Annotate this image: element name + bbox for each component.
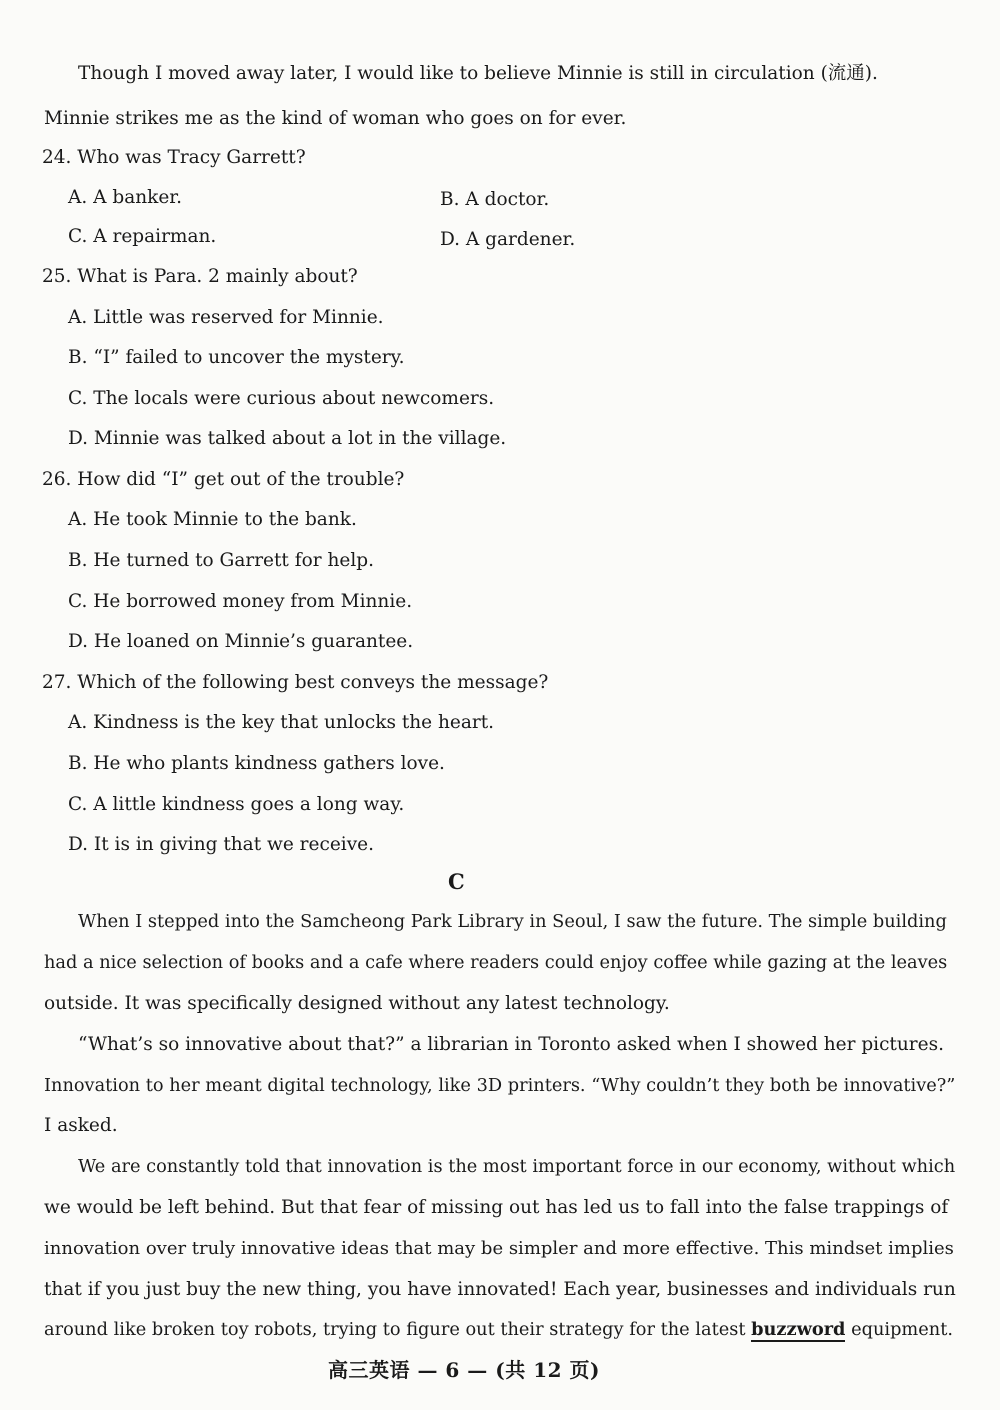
passage-line: innovation over truly innovative ideas that may be simpler and more effective. This mindset implies bbox=[44, 1238, 954, 1259]
q27-option-a: A. Kindness is the key that unlocks the heart. bbox=[68, 712, 495, 733]
q24-option-d: D. A gardener. bbox=[440, 229, 576, 250]
page-footer: 高三英语 — 6 — (共 12 页) bbox=[328, 1358, 600, 1382]
passage-line: Minnie strikes me as the kind of woman who goes on for ever. bbox=[44, 108, 627, 129]
q26-option-c: C. He borrowed money from Minnie. bbox=[68, 591, 413, 612]
q26-option-d: D. He loaned on Minnie’s guarantee. bbox=[68, 631, 414, 652]
passage-line: Though I moved away later, I would like to believe Minnie is still in circulation (流通). bbox=[78, 63, 878, 84]
passage-line: We are constantly told that innovation is the most important force in our economy, without which bbox=[78, 1157, 956, 1177]
q25-option-d: D. Minnie was talked about a lot in the village. bbox=[68, 428, 507, 449]
passage-line: that if you just buy the new thing, you have innovated! Each year, businesses and individuals run bbox=[44, 1279, 956, 1300]
question-27-stem: 27. Which of the following best conveys the message? bbox=[42, 672, 549, 693]
q27-option-d: D. It is in giving that we receive. bbox=[68, 834, 374, 855]
q24-option-c: C. A repairman. bbox=[68, 226, 217, 247]
section-heading: C bbox=[448, 869, 465, 894]
passage-text: around like broken toy robots, trying to figure out their strategy for the latest bbox=[44, 1320, 752, 1340]
passage-line: outside. It was specifically designed without any latest technology. bbox=[44, 993, 670, 1014]
q24-option-a: A. A banker. bbox=[68, 187, 182, 208]
q25-option-b: B. “I” failed to uncover the mystery. bbox=[68, 347, 405, 368]
q25-option-c: C. The locals were curious about newcomers. bbox=[68, 388, 495, 409]
q26-option-b: B. He turned to Garrett for help. bbox=[68, 550, 374, 571]
passage-text: equipment. bbox=[845, 1320, 953, 1340]
passage-line: we would be left behind. But that fear of missing out has led us to fall into the false trappings of bbox=[44, 1197, 949, 1218]
question-25-stem: 25. What is Para. 2 mainly about? bbox=[42, 266, 358, 287]
q24-option-b: B. A doctor. bbox=[440, 189, 550, 210]
q25-option-a: A. Little was reserved for Minnie. bbox=[68, 307, 384, 328]
keyword-buzzword: buzzword bbox=[751, 1319, 846, 1340]
question-26-stem: 26. How did “I” get out of the trouble? bbox=[42, 469, 405, 490]
passage-last-line bbox=[44, 1318, 953, 1342]
q26-option-a: A. He took Minnie to the bank. bbox=[68, 509, 357, 530]
passage-line: Innovation to her meant digital technology, like 3D printers. “Why couldn’t they both be innovative?” bbox=[44, 1076, 956, 1096]
passage-line: had a nice selection of books and a cafe where readers could enjoy coffee while gazing at the leaves bbox=[44, 953, 948, 973]
passage-line: When I stepped into the Samcheong Park Library in Seoul, I saw the future. The simple building bbox=[78, 912, 947, 932]
passage-line: “What’s so innovative about that?” a librarian in Toronto asked when I showed her pictures. bbox=[78, 1034, 944, 1055]
q27-option-b: B. He who plants kindness gathers love. bbox=[68, 753, 445, 774]
passage-line: I asked. bbox=[44, 1115, 118, 1136]
question-24-stem: 24. Who was Tracy Garrett? bbox=[42, 147, 306, 168]
q27-option-c: C. A little kindness goes a long way. bbox=[68, 794, 405, 815]
